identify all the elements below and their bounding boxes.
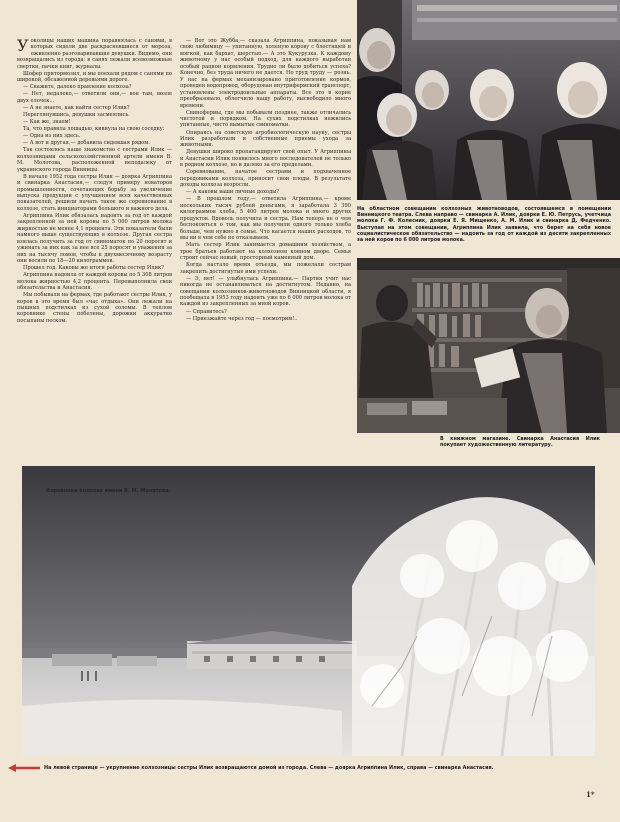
article-paragraph: Та, что правила лошадью, кивнула на свою соседку: [23, 126, 165, 133]
article-paragraph: — Вот это Жубба,— сказала Агриппина, показывая нам свою любимицу — упитанную, холеную корову с блестящей и мягкой, как бархат, шерстью.— А это Кукурузка. К каждому животному у нас особый подход, для каждого выработан особый рацион кормления. Трудно ли было добиться успеха? Конечно, без труда ничего не дается. Но труд труду — рознь. У нас на фермах механизировано приготовление кормов, проведен водопровод, оборудован внутрифермский транспорт, установлены электродоильные аппараты. Все это в корне преобразовало, облегчило нашу работу, высвободило много времени. [180, 38, 351, 109]
article-paragraph: Девушки широко пропагандируют свой опыт. У Агриппины и Анастасии Илик появилось много последователей не только в родном колхозе, но и далеко за его пределами. [180, 149, 351, 169]
article-paragraph: — Приезжайте через год — посмотрим!.. [186, 315, 298, 322]
bottom-caption: На левой странице — укрупнение колхозницы сестры Илик возвращаются домой из города. Слева — доярка Агриппина Илик, справа — свинарка Анастасия. [44, 765, 494, 771]
page-number: 1* [586, 790, 595, 799]
article-paragraph: Переглянувшись, девушки засмеялись. [23, 111, 130, 118]
winter-farm-photo-caption: Коровники колхоза имени В. М. Молотова. [46, 488, 171, 494]
article-paragraph: Соревнование, начатое сестрами и подхваченное передовиками колхоза, приносит свои плоды. В результате доходы колхоза возросли. [180, 169, 351, 189]
article-paragraph: Мы побывали на фермах, где работают сестры Илик, у коров в это время был «час отдыха». Они лежали на пышных подстилках из сухой соломы. В теплом коровнике стены побелены, дорожки аккуратно посыпаны песком. [17, 292, 172, 324]
bookstore-photo-caption: В книжном магазине. Свинарка Анастасия Илик покупает художественную литературу. [440, 436, 600, 449]
article-paragraph: В начале 1952 года сестры Илик — доярка Агриппина и свинарка Анастасия,— следуя примеру новаторов промышленности, сочетающих борьбу за увеличение выпуска продукции с улучшением всех качественных показателей, решили начать такое же соревнование в колхозе, стать инициаторами большого и важного дела. [17, 173, 172, 212]
article-paragraph: — Одна из них здесь. [23, 133, 81, 140]
article-paragraph: — А не знаете, как найти сестер Илик? [23, 104, 130, 111]
article-paragraph: — А вот и другая,— добавила сидевшая рядом. [23, 140, 150, 147]
article-paragraph: — Скажите, далеко правление колхоза? [23, 84, 132, 91]
article-column-1 [17, 38, 172, 325]
article-paragraph: — Э, нет! — улыбнулась Агриппина.— Партия учит нас никогда не останавливаться на достигнутом. Недавно, на совещании колхозников-животноводов Винницкой области, я пообещала в 1953 году надоить уже по 6 000 литров молока от каждой из закрепленных за мной коров. [180, 275, 351, 308]
article-paragraph: — Справитесь? [186, 308, 227, 315]
article-paragraph: Опираясь на советскую агробиологическую науку, сестры Илик разработали и собственные приемы ухода за животными. [180, 129, 351, 149]
article-paragraph: Мать сестер Илик занимается домашним хозяйством, а трое братьев работают на колхозном конном дворе. Семья строит сейчас новый, просторный каменный дом. [180, 242, 351, 262]
arrow-left-icon [8, 764, 40, 772]
article-column-2 [180, 38, 351, 323]
article-paragraph: — Как же, знаем! [23, 119, 71, 125]
article-paragraph: Агриппина Илик обязалась надоить за год от каждой закрепленной за ней коровы по 5 000 литров молока жирностью не менее 4,1 процента. Эти показатели были намного выше существующих в колхозе. Другая сестра взялась получить за год от свиноматок по 20 поросят и ужинать за них как за нее все 25 поросят и уважения за них на тысячу ломов, чтобы к двухмесячному возрасту они весили по 18—20 килограммов. [17, 212, 172, 265]
drop-cap: У [17, 36, 29, 55]
article-paragraph: Так состоялось наше знакомство с сестрами Илик — колхозницами сельскохозяйственной артели имени В. М. Молотова, расположенной неподалеку от украинского города Винницы. [17, 147, 172, 173]
article-paragraph: — Нет, недалеко,— ответили они,— вон там, возле двух елочек... [17, 91, 172, 104]
article-paragraph: Когда настало время отъезда, мы пожелали сестрам закрепить достигнутые ими успехи. [180, 262, 351, 275]
article-paragraph: околицы наших машина поравнялась с санями, в которых сидели две раскрасневшиеся от мороза, оживленно разговаривавшие девушки. Видимо, они возвращались из города: в санях лежали всевозможные свертки, пачки книг, журналы. [17, 38, 172, 70]
article-paragraph: Агриппина надоила от каждой коровы по 5 308 литров молока жирностью 4,2 процента. Перевыполнила свои обязательства и Анастасия. [17, 272, 173, 292]
article-paragraph: — В прошлом году,— ответила Агриппина,— кроме нескольких тысяч рублей деньгами, я заработала 3 390 килограммов хлеба, 5 400 литров молока и много других продуктов. Вдоволь получила и сестра. Нам теперь не о чем беспокоиться о том, как мы получили одного только хлеба больше, чем нужно в семье. Что касается наших расходов, то мы ни в чем себе не отказываем. [180, 196, 351, 242]
winter-farm-photo [22, 466, 595, 756]
meeting-photo-caption: На областном совещании колхозных животноводов, состоявшемся в помещении Винницкого театра. Слева направо — свинарка А. Илик, доярки Е. Ю. Петрусь, учетчица молока Г. Ф. Колесник, доярки Е. Я. Мищенко, А. М. Илик и свинарка Д. Федченко. Выступая на этом совещании, Агриппина Илик заявила, что берет на себя новое социалистическое обязательство — надоить за год от каждой из десяти закрепленных за ней коров по 6 000 литров молока. [357, 206, 611, 244]
article-paragraph: Прошел год. Каковы же итоги работы сестер Илик? [23, 265, 164, 272]
article-paragraph: Свинофермы, где мы побывали позднее, также отличались чистотой и порядком. На сухих подстилках нежились упитанные, чисто вымытые свиноматки. [180, 109, 351, 129]
meeting-photo [357, 0, 620, 200]
article-paragraph: Шофер притормозил, и мы поехали рядом с санями по широкой, обсаженной деревьями дороге. [17, 70, 172, 84]
article-paragraph: — А каковы ваши личные доходы? [186, 189, 280, 196]
bookstore-photo [357, 258, 620, 433]
